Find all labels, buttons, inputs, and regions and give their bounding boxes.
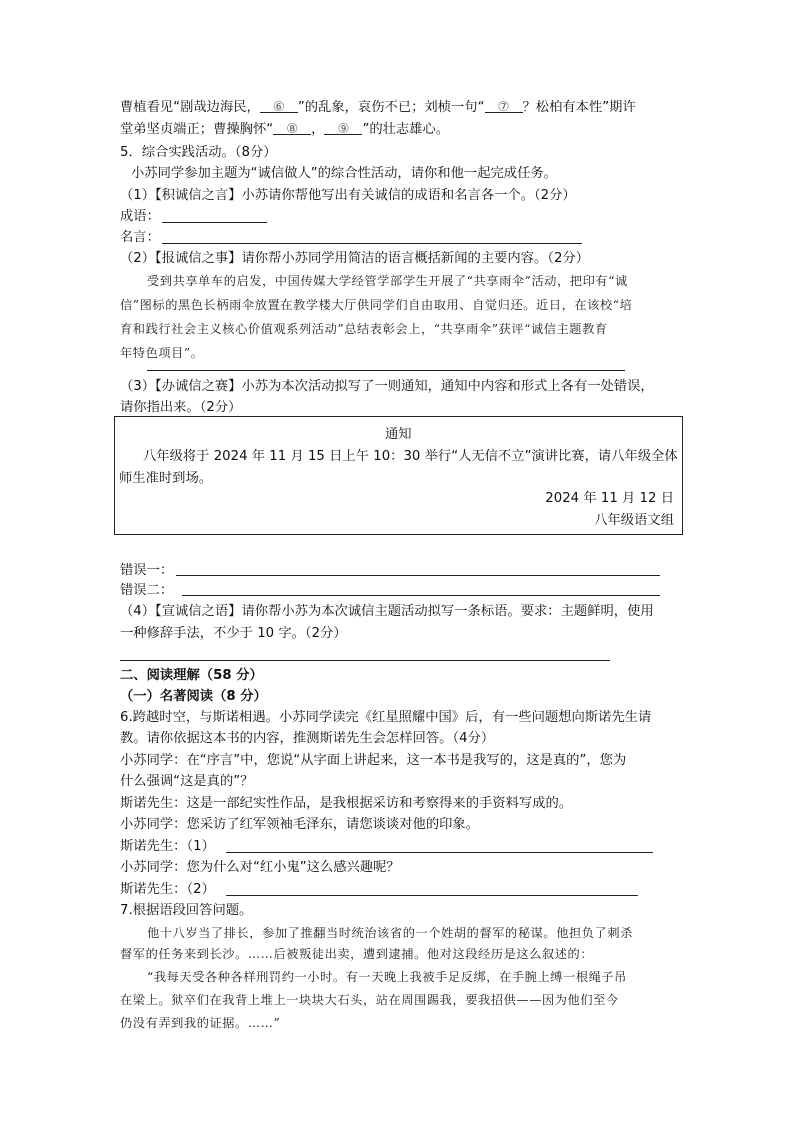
blank-7[interactable]: ⑦: [485, 98, 523, 113]
notice-signer: 八年级语文组: [594, 513, 674, 528]
q6-line-7: 斯诺先生：（1）: [120, 839, 215, 854]
news-summary-line[interactable]: [147, 370, 625, 371]
q5-title: 5．综合实践活动。（8分）: [120, 145, 277, 160]
quote-answer-line[interactable]: [162, 243, 582, 244]
news-line-1: 受到共享单车的启发，中国传媒大学经管学部学生开展了“共享雨伞”活动，把印有“诚: [147, 274, 628, 288]
q5-intro: 小苏同学参加主题为“诚信做人”的综合性活动，请你和他一起完成任务。: [131, 166, 557, 181]
q7-passage-2: 督军的任务来到长沙。……后被叛徒出卖，遭到逮捕。他对这段经历是这么叙述的：: [120, 947, 594, 961]
error-1-line[interactable]: [176, 575, 660, 576]
blank-6[interactable]: ⑥: [260, 98, 298, 113]
top-line-1: 曹植看见“剧哉边海民， ⑥ ”的乱象，哀伤不已；刘桢一句“ ⑦ ？松柏有本性”期许: [120, 100, 636, 115]
blank-9[interactable]: ⑨: [324, 120, 362, 135]
error-2-line[interactable]: [182, 595, 660, 596]
q5-sub4-label-1: （4）【宣诚信之语】请你帮小苏为本次诚信主题活动拟写一条标语。要求：主题鲜明，使用: [120, 604, 654, 619]
q6-line-4: 什么强调“这是真的”？: [120, 774, 254, 789]
blank-8[interactable]: ⑧: [273, 120, 311, 135]
error-2-label: 错误二：: [120, 583, 174, 598]
q6-line-2: 教。请你依据这本书的内容，推测斯诺先生会怎样回答。（4分）: [120, 731, 495, 746]
error-1-label: 错误一：: [120, 563, 174, 578]
idiom-label: 成语：: [120, 209, 160, 224]
news-line-4: 年特色项目”。: [120, 346, 204, 360]
q6-answer-2-line[interactable]: [226, 895, 638, 896]
q6-line-6: 小苏同学：您采访了红军领袖毛泽东，请您谈谈对他的印象。: [120, 817, 480, 832]
notice-body-2: 师生准时到场。: [119, 471, 213, 486]
q6-line-9: 斯诺先生：（2）: [120, 882, 215, 897]
q7-passage-1: 他十八岁当了排长，参加了推翻当时统治该省的一个姓胡的督军的秘谋。他担负了刺杀: [147, 926, 633, 940]
q5-sub1-label: （1）【积诚信之言】小苏请你帮他写出有关诚信的成语和名言各一个。（2分）: [120, 188, 576, 203]
q6-answer-1-line[interactable]: [226, 852, 653, 853]
notice-body-1: 八年级将于 2024 年 11 月 15 日上午 10：30 举行“人无信不立”演讲比赛，请八年级全体: [143, 449, 678, 464]
q5-sub3-label-1: （3）【办诚信之赛】小苏为本次活动拟写了一则通知，通知中内容和形式上各有一处错误，: [120, 379, 654, 394]
notice-box: [114, 416, 683, 535]
quote-label: 名言：: [120, 230, 160, 245]
notice-date: 2024 年 11 月 12 日: [545, 491, 674, 506]
news-line-2: 信”图标的黑色长柄雨伞放置在教学楼大厅供同学们自由取用、自觉归还。近日，在该校“培: [120, 298, 633, 312]
q5-sub4-label-2: 一种修辞手法，不少于 10 字。（2分）: [120, 626, 347, 641]
idiom-answer-line[interactable]: [162, 222, 267, 223]
q5-sub3-label-2: 请你指出来。（2分）: [120, 400, 242, 415]
q7-passage-4: 在梁上。狱卒们在我背上堆上一块块大石头，站在周围踢我，要我招供——因为他们至今: [120, 993, 619, 1007]
top-line-2: 堂弟坚贞端正；曹操胸怀“ ⑧ ， ⑨ ”的壮志雄心。: [120, 122, 450, 137]
slogan-answer-line[interactable]: [120, 660, 610, 661]
news-line-3: 育和践行社会主义核心价值观系列活动”总结表彰会上，“共享雨伞”获评“诚信主题教育: [120, 322, 608, 336]
q5-sub2-label: （2）【报诚信之事】请你帮小苏同学用简洁的语言概括新闻的主要内容。（2分）: [120, 251, 590, 266]
q6-line-1: 6.跨越时空，与斯诺相遇。小苏同学读完《红星照耀中国》后，有一些问题想向斯诺先生请: [120, 710, 652, 725]
part2-subtitle: （一）名著阅读（8 分）: [120, 689, 267, 704]
q7-passage-3: “我每天受各种各样刑罚约一小时。有一天晚上我被手足反绑，在手腕上缚一根绳子吊: [147, 970, 627, 984]
notice-title: 通知: [385, 427, 412, 442]
q6-line-3: 小苏同学：在“序言”中，您说“从字面上讲起来，这一本书是我写的，这是真的”，您为: [120, 753, 627, 768]
q7-title: 7.根据语段回答问题。: [120, 903, 253, 918]
q6-line-8: 小苏同学：您为什么对“红小鬼”这么感兴趣呢？: [120, 860, 400, 875]
q6-line-5: 斯诺先生：这是一部纪实性作品，是我根据采访和考察得来的手资料写成的。: [120, 796, 573, 811]
part2-title: 二、阅读理解（58 分）: [120, 668, 263, 683]
q7-passage-5: 仍没有弄到我的证据。……”: [120, 1016, 281, 1030]
